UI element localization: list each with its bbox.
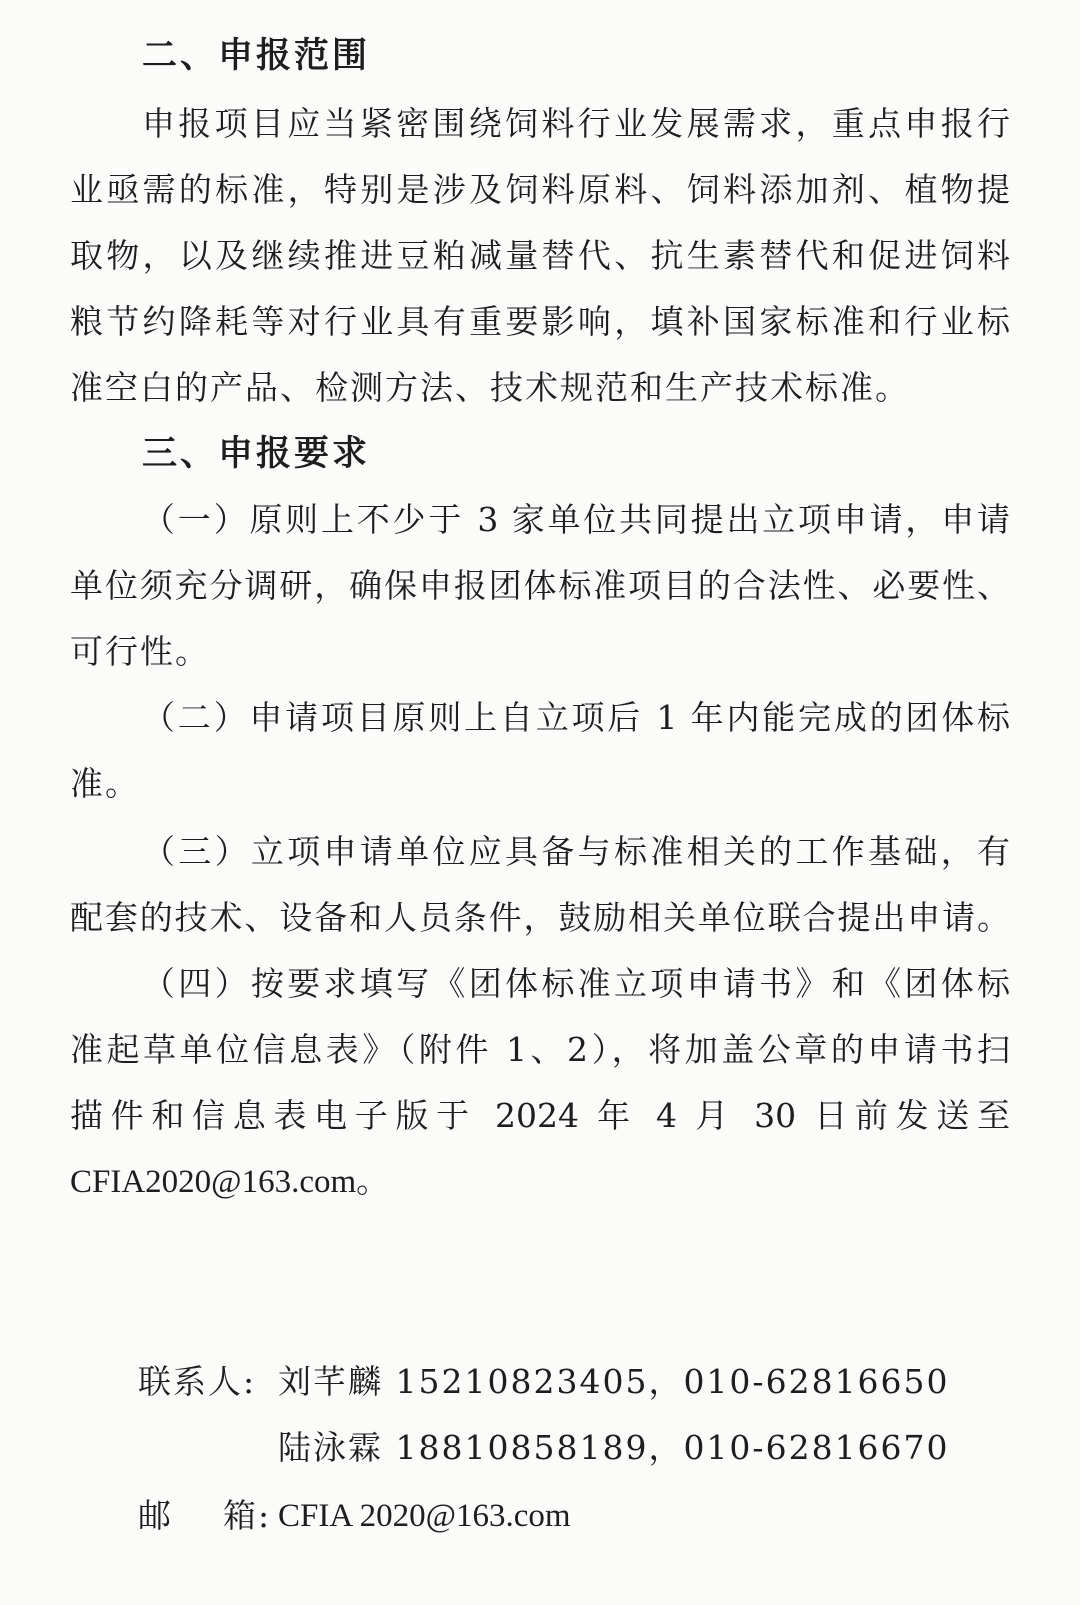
email-label: 邮 箱: (138, 1496, 272, 1535)
paragraph-line: 准。 (70, 764, 140, 803)
paragraph-line: （三）立项申请单位应具备与标准相关的工作基础，有 (142, 832, 1010, 871)
paragraph-line: 单位须充分调研，确保申报团体标准项目的合法性、必要性、 (70, 566, 1010, 605)
section-heading-requirements: 三、申报要求 (142, 434, 371, 474)
paragraph-line: 可行性。 (70, 632, 210, 671)
paragraph-line: （二）申请项目原则上自立项后 1 年内能完成的团体标 (142, 698, 1010, 737)
contact-person-1: 刘芊麟 15210823405，010-62816650 (278, 1362, 950, 1401)
paragraph-line: 业亟需的标准，特别是涉及饲料原料、饲料添加剂、植物提 (70, 170, 1010, 209)
contact-person-2: 陆泳霖 18810858189，010-62816670 (278, 1428, 950, 1467)
paragraph-line: 准起草单位信息表》（附件 1、2），将加盖公章的申请书扫 (70, 1030, 1010, 1069)
paragraph-line: 取物，以及继续推进豆粕减量替代、抗生素替代和促进饲料 (70, 236, 1010, 275)
paragraph-line: 配套的技术、设备和人员条件，鼓励相关单位联合提出申请。 (70, 898, 1010, 937)
paragraph-line: （四）按要求填写《团体标准立项申请书》和《团体标 (142, 964, 1010, 1003)
contact-email: CFIA 2020@163.com (278, 1498, 571, 1534)
paragraph-line: 准空白的产品、检测方法、技术规范和生产技术标准。 (70, 368, 910, 407)
paragraph-line: 申报项目应当紧密围绕饲料行业发展需求，重点申报行 (142, 104, 1010, 143)
paragraph-line: （一）原则上不少于 3 家单位共同提出立项申请，申请 (142, 500, 1010, 539)
paragraph-line: 粮节约降耗等对行业具有重要影响，填补国家标准和行业标 (70, 302, 1010, 341)
section-heading-scope: 二、申报范围 (142, 36, 371, 76)
email-line: CFIA2020@163.com。 (70, 1164, 390, 1200)
contact-label: 联系人: (138, 1362, 257, 1401)
paragraph-line: 描件和信息表电子版于 2024 年 4 月 30 日前发送至 (70, 1096, 1010, 1135)
